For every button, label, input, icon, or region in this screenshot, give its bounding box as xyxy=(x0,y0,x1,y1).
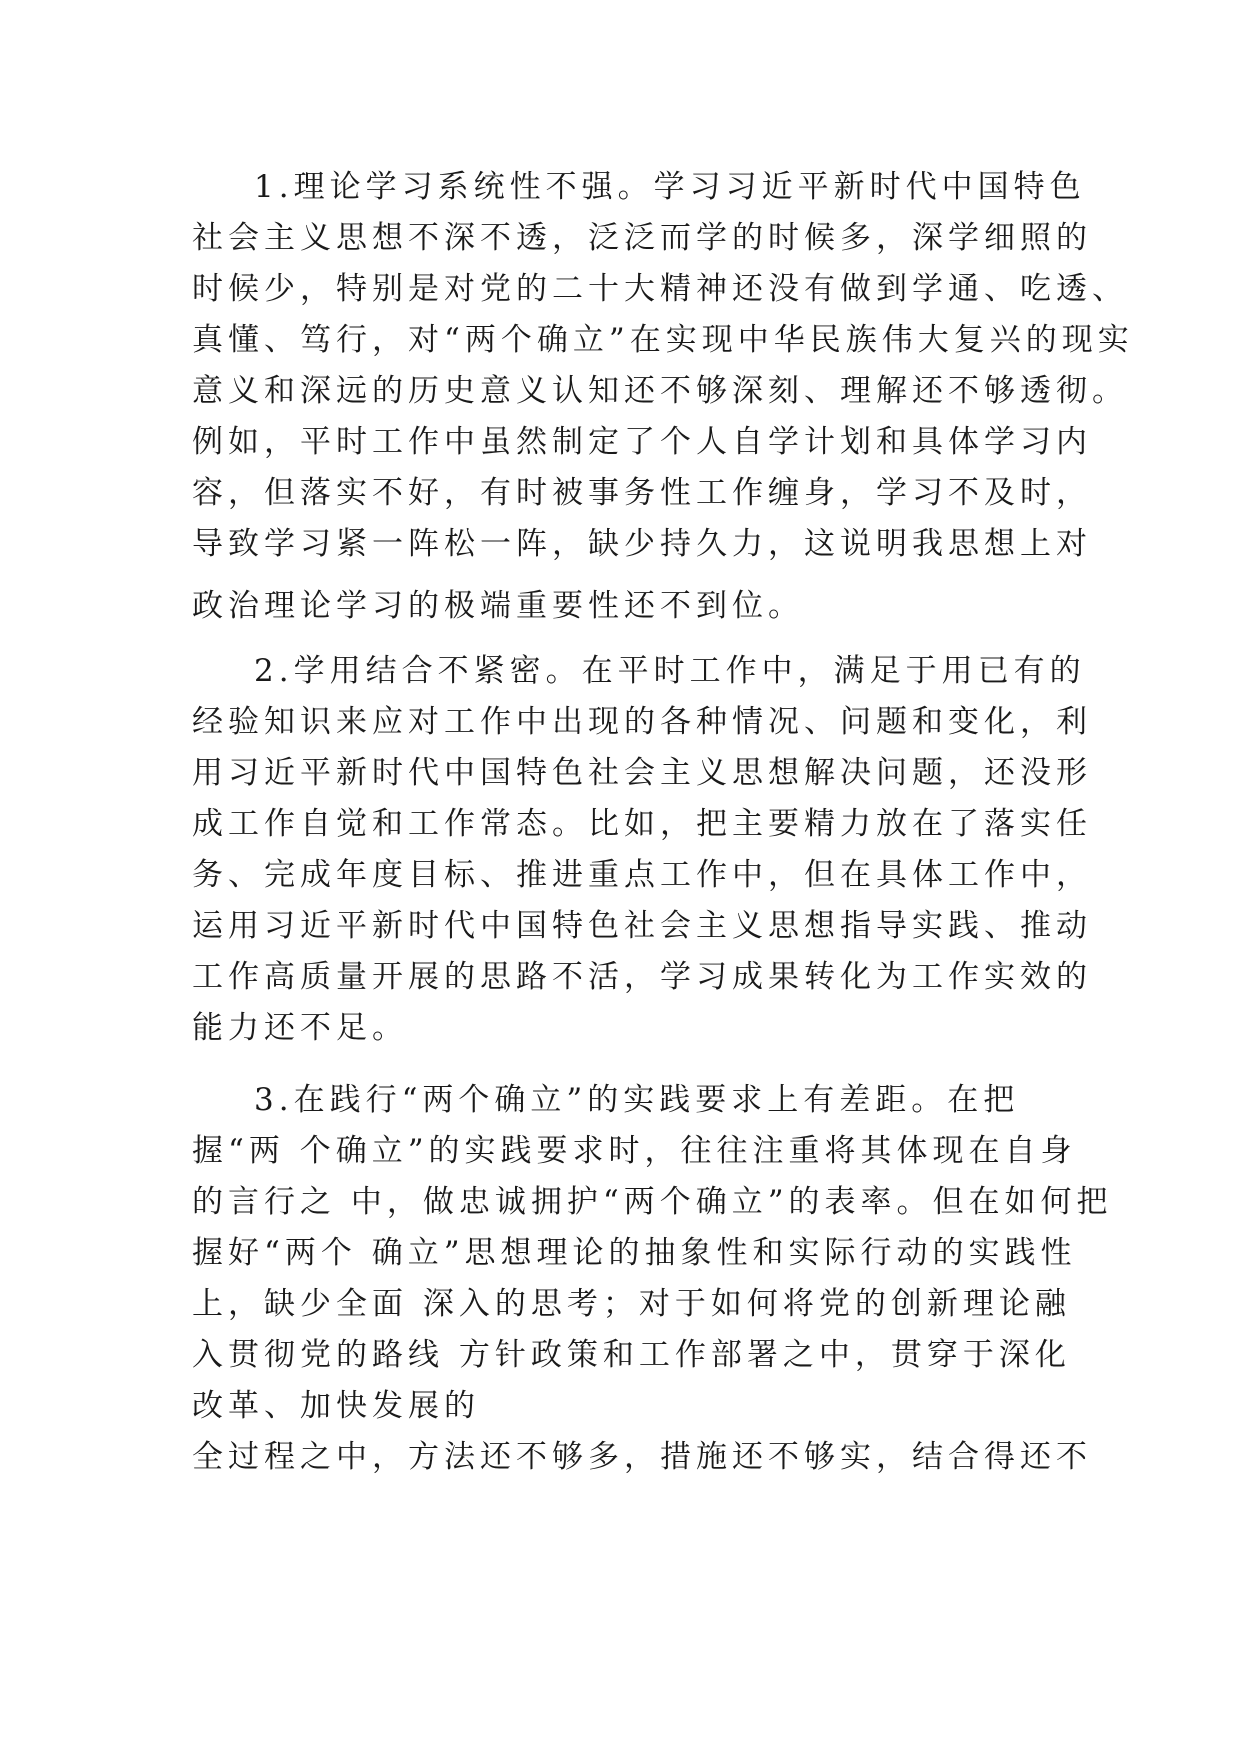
paragraph-line: 意义和深远的历史意义认知还不够深刻、理解还不够透彻。 xyxy=(192,373,1128,409)
paragraph-line: 运用习近平新时代中国特色社会主义思想指导实践、推动 xyxy=(192,908,1092,944)
paragraph-line: 政治理论学习的极端重要性还不到位。 xyxy=(192,588,804,624)
paragraph-1 xyxy=(192,162,1134,632)
paragraph-line: 社会主义思想不深不透，泛泛而学的时候多，深学细照的 xyxy=(192,220,1092,256)
paragraph-3 xyxy=(192,1075,1113,1483)
paragraph-line: 务、完成年度目标、推进重点工作中，但在具体工作中， xyxy=(192,857,1092,893)
paragraph-line: 上，缺少全面 深入的思考；对于如何将党的创新理论融 xyxy=(192,1286,1071,1322)
paragraph-2 xyxy=(192,646,1092,1054)
paragraph-line: 握好“两个 确立”思想理论的抽象性和实际行动的实践性 xyxy=(192,1235,1077,1271)
paragraph-line: 握“两 个确立”的实践要求时，往往注重将其体现在自身 xyxy=(192,1133,1077,1169)
paragraph-line: 全过程之中，方法还不够多，措施还不够实，结合得还不 xyxy=(192,1439,1092,1475)
paragraph-line: 1.理论学习系统性不强。学习习近平新时代中国特色 xyxy=(254,169,1086,205)
paragraph-line: 入贯彻党的路线 方针政策和工作部署之中，贯穿于深化 xyxy=(192,1337,1071,1373)
paragraph-line: 时候少，特别是对党的二十大精神还没有做到学通、吃透、 xyxy=(192,271,1128,307)
paragraph-line: 成工作自觉和工作常态。比如，把主要精力放在了落实任 xyxy=(192,806,1092,842)
paragraph-line: 导致学习紧一阵松一阵，缺少持久力，这说明我思想上对 xyxy=(192,526,1092,562)
paragraph-line: 3.在践行“两个确立”的实践要求上有差距。在把 xyxy=(254,1082,1020,1118)
paragraph-line: 真懂、笃行，对“两个确立”在实现中华民族伟大复兴的现实 xyxy=(192,322,1134,358)
paragraph-line: 改革、加快发展的 xyxy=(192,1388,480,1424)
paragraph-line: 工作高质量开展的思路不活，学习成果转化为工作实效的 xyxy=(192,959,1092,995)
paragraph-line: 经验知识来应对工作中出现的各种情况、问题和变化，利 xyxy=(192,704,1092,740)
paragraph-line: 容，但落实不好，有时被事务性工作缠身，学习不及时， xyxy=(192,475,1092,511)
paragraph-line: 用习近平新时代中国特色社会主义思想解决问题，还没形 xyxy=(192,755,1092,791)
paragraph-line: 能力还不足。 xyxy=(192,1010,408,1046)
paragraph-line: 的言行之 中，做忠诚拥护“两个确立”的表率。但在如何把 xyxy=(192,1184,1113,1220)
paragraph-line: 2.学用结合不紧密。在平时工作中，满足于用已有的 xyxy=(254,653,1086,689)
paragraph-line: 例如，平时工作中虽然制定了个人自学计划和具体学习内 xyxy=(192,424,1092,460)
